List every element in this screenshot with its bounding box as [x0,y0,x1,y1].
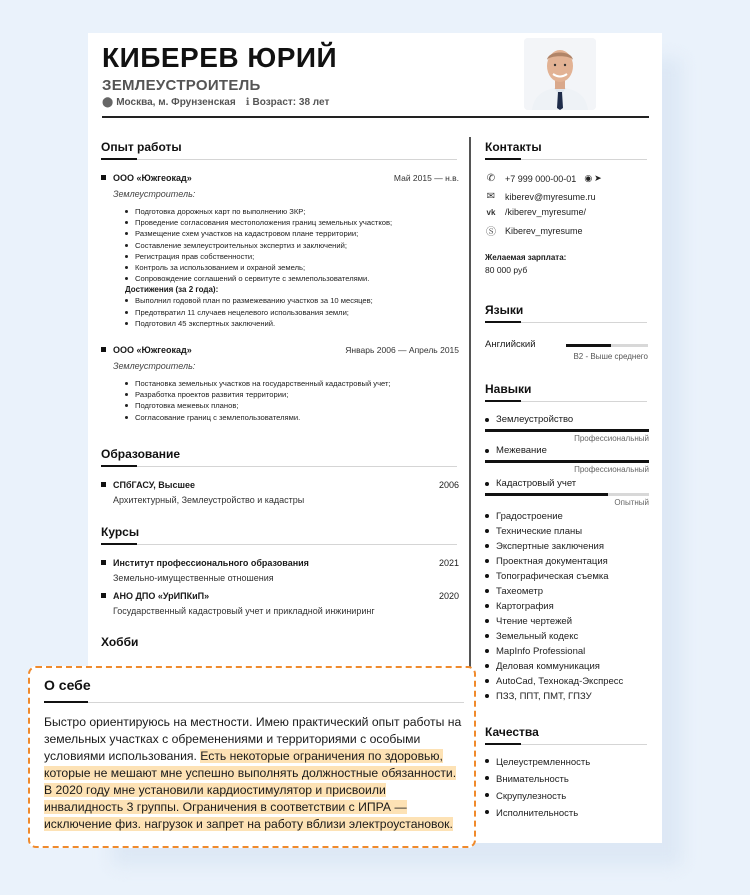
quality-item: Целеустремленность [485,754,590,771]
about-title: О себе [44,677,91,693]
header-divider [102,116,649,118]
phone-text: +7 999 000-00-01 [505,173,577,184]
quality-item: Скрупулезность [485,788,590,805]
courses-rule [101,544,457,545]
job-duty: Проведение согласования местоположения границ земельных участков; [125,217,459,228]
skype-text: Kiberev_myresume [505,225,583,236]
salary-label: Желаемая зарплата: [485,253,567,262]
job-position: Землеустроитель: [113,361,196,371]
skill-item: Проектная документация [485,554,623,569]
education-name: СПбГАСУ, Высшее [101,480,195,490]
quality-item: Внимательность [485,771,590,788]
salary-value: 80 000 руб [485,265,528,275]
education-detail: Архитектурный, Землеустройство и кадастры [113,495,305,505]
rated-skill [485,478,649,507]
education-entry [101,480,459,505]
vk-text: /kiberev_myresume/ [505,207,587,217]
courses-title: Курсы [101,525,140,539]
qualities-rule [485,744,647,745]
job-duty: Контроль за использованием и охраной земель; [125,262,459,273]
job-duty: Сопровождение соглашений о сервитуте с землепользователями. [125,273,459,284]
qualities-title: Качества [485,725,539,739]
rated-skill-bar [485,460,649,463]
job-duty: Размещение схем участков на кадастровом плане территории; [125,228,459,239]
experience-title: Опыт работы [101,140,182,154]
rated-skill-level: Опытный [614,498,649,507]
age-text: Возраст: 38 лет [252,97,330,108]
qualities-list [485,754,590,822]
rated-skill [485,445,649,474]
education-rule [101,466,457,467]
mail-icon: ✉ [486,191,496,202]
language-bar [566,344,648,347]
about-text-plain: Быстро ориентируюсь на местности. Имею практический опыт работы на земельных участках с обременениями и территориями с особыми условиями использования. [44,715,462,763]
course-name: Институт профессионального образования [101,558,309,568]
skill-item: Чтение чертежей [485,614,623,629]
contact-skype[interactable] [485,223,583,238]
quality-item: Исполнительность [485,805,590,822]
rated-skill-bar-fill [485,429,649,432]
language-level: B2 - Выше среднего [573,352,648,361]
rated-skill-level: Профессиональный [574,434,649,443]
whatsapp-icon[interactable]: ◉ [584,173,593,183]
course-year: 2021 [438,558,459,568]
job-dates: Май 2015 — н.в. [393,173,459,183]
language-bar-fill [566,344,611,347]
email-text: kiberev@myresume.ru [505,191,596,202]
info-icon: ℹ [245,97,250,108]
hobby-title: Хобби [101,635,139,649]
education-year: 2006 [438,480,459,490]
rated-skill-level: Профессиональный [574,465,649,474]
job-duty: Согласование границ с землепользователями. [125,412,459,423]
skill-item: ПЗЗ, ППТ, ПМТ, ГПЗУ [485,689,623,704]
skills-list [485,509,623,704]
skill-item: MapInfo Professional [485,644,623,659]
skill-item: Деловая коммуникация [485,659,623,674]
candidate-name: КИБЕРЕВ ЮРИЙ [102,42,338,73]
course-detail: Государственный кадастровый учет и прикладной инжиниринг [113,606,375,616]
skill-item: Экспертные заключения [485,539,623,554]
skill-item: AutoCad, Технокад-Экспресс [485,674,623,689]
profile-photo [524,38,596,110]
job-company: ООО «Южгеокад» [101,345,192,355]
about-rule [44,702,464,703]
rated-skill-name: Кадастровый учет [485,478,649,489]
job-duty: Разработка проектов развития территории; [125,389,459,400]
course-entry [101,558,459,583]
contacts-rule [485,159,647,160]
job-company: ООО «Южгеокад» [101,173,192,183]
job-entry [101,173,459,329]
contact-email[interactable] [485,191,596,202]
job-duty: Составление землеустроительных экспертиз и заключений; [125,240,459,251]
phone-icon: ✆ [486,173,496,184]
skill-item: Земельный кодекс [485,629,623,644]
course-name: АНО ДПО «УрИПКиП» [101,591,209,601]
job-position: Землеустроитель: [113,189,196,199]
candidate-meta [102,97,329,108]
skill-item: Топографическая съемка [485,569,623,584]
rated-skill [485,414,649,443]
achievement: Выполнил годовой план по размежеванию участков за 10 месяцев; [125,295,459,306]
about-text [44,714,464,833]
job-duty: Подготовка дорожных карт по выполнению ЗКР; [125,206,459,217]
skill-item: Технические планы [485,524,623,539]
rated-skill-bar [485,493,649,496]
job-entry [101,345,459,423]
location-text: Москва, м. Фрунзенская [116,97,236,108]
rated-skill-name: Межевание [485,445,649,456]
experience-rule [101,159,457,160]
rated-skill-name: Землеустройство [485,414,649,425]
vk-icon: vk [486,207,496,217]
job-duty: Подготовка межевых планов; [125,400,459,411]
about-callout [28,666,476,848]
language-name: Английский [485,339,536,350]
skills-rule [485,401,647,402]
telegram-icon[interactable]: ➤ [594,173,602,183]
languages-rule [485,322,647,323]
contact-phone[interactable] [485,173,602,184]
contact-vk[interactable] [485,207,586,217]
rated-skill-bar-fill [485,493,608,496]
skills-title: Навыки [485,382,532,396]
course-detail: Земельно-имущественные отношения [113,573,274,583]
contacts-title: Контакты [485,140,542,154]
about-text-highlight: Есть некоторые ограничения по здоровью, которые не мешают мне успешно выполнять должностные обязанности. В 2020 году мне установили кардиостимулятор и присвоили инвалидность 3 группы. Ограничения в соответствии с ИПРА — исключение физ. нагрузок и запрет на работу вблизи электроустановок. [44,749,457,831]
candidate-role: ЗЕМЛЕУСТРОИТЕЛЬ [102,77,261,94]
rated-skill-bar [485,429,649,432]
course-year: 2020 [438,591,459,601]
achievement: Подготовил 45 экспертных заключений. [125,318,459,329]
skill-item: Градостроение [485,509,623,524]
job-duty: Постановка земельных участков на государственный кадастровый учет; [125,378,459,389]
achievements-title: Достижения (за 2 года): [125,285,219,295]
job-duty: Регистрация прав собственности; [125,251,459,262]
course-entry [101,591,459,616]
job-dates: Январь 2006 — Апрель 2015 [345,345,459,355]
skill-item: Тахеометр [485,584,623,599]
education-title: Образование [101,447,181,461]
location-pin-icon: ⬤ [102,97,114,108]
rated-skill-bar-fill [485,460,649,463]
skype-icon: Ⓢ [486,227,496,238]
languages-title: Языки [485,303,524,317]
achievement: Предотвратил 11 случаев нецелевого использования земли; [125,307,459,318]
skill-item: Картография [485,599,623,614]
